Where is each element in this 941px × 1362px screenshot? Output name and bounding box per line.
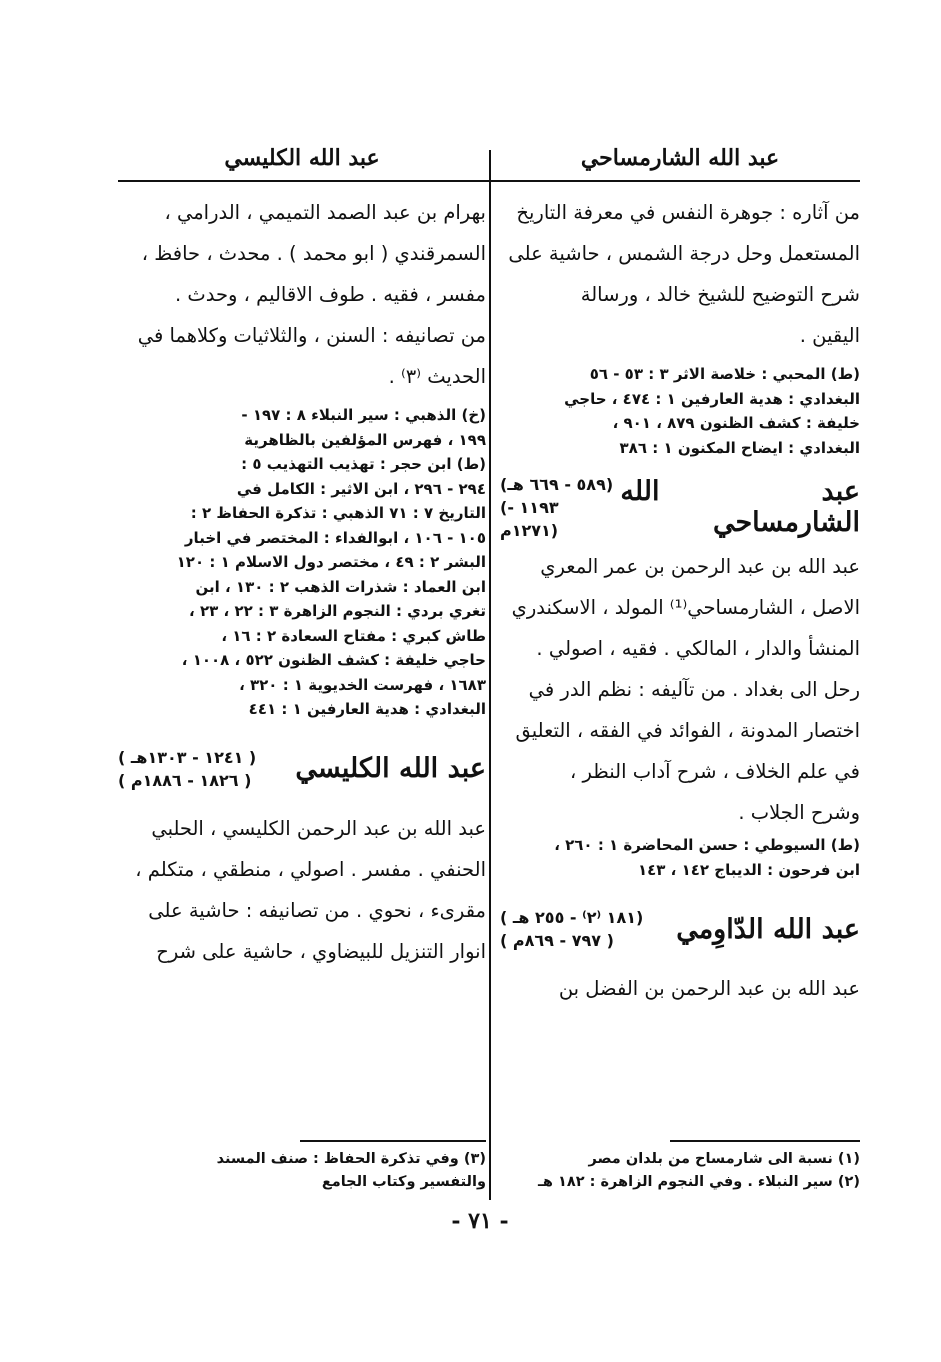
- entry-dates: [118, 746, 256, 792]
- dates-hijri: (٥٨٩ - ٦٦٩ هـ): [500, 474, 614, 494]
- dates-hijri: ( ١٨١ ⁽٢⁾ - ٢٥٥ هـ): [500, 908, 644, 927]
- reference-line: (خ) الذهبي : سير النبلاء ٨ : ١٩٧ -: [241, 406, 486, 424]
- body-line: اليقين .: [799, 324, 860, 347]
- dates-gregorian: ( ١٨٢٦ - ١٨٨٦م ): [118, 770, 252, 790]
- dates-hijri: ( ١٢٤١ - ١٣٠٣هـ ): [118, 747, 257, 767]
- dates-gregorian: ( ٧٩٧ - ٨٦٩م ): [500, 931, 614, 950]
- reference-line: ٢٩٤ - ٢٩٦ ، ابن الاثير : الكامل في: [236, 479, 486, 498]
- footnote: (١) نسبة الى شارمساح من بلدان مصر: [588, 1151, 860, 1167]
- dates-gregorian: (١١٩٣ - ١٢٧١م): [500, 497, 559, 540]
- reference-line: ١٦٨٣ ، فهرست الخديوية ١ : ٣٢٠ ،: [239, 675, 486, 694]
- reference-line: ابن العماد : شذرات الذهب ٢ : ١٣٠ ، ابن: [195, 577, 486, 596]
- column-divider: [489, 150, 491, 1200]
- reference-line: تغري بردي : النجوم الزاهرة ٣ : ٢٢ ، ٢٣ ،: [189, 602, 486, 620]
- right-column: [500, 138, 860, 1009]
- reference-line: البغدادي : ايضاح المكنون ١ : ٣٨٦: [619, 438, 860, 457]
- body-line: وشرح الجلاب .: [738, 801, 860, 824]
- reference-line: التاريخ ٧ : ٧١ الذهبي : تذكرة الحفاظ ٢ :: [190, 504, 486, 522]
- entry-name: عبد الله الشارمساحي: [620, 476, 860, 538]
- body-line: الاصل ، الشارمساحي⁽¹⁾ المولد ، الاسكندري: [511, 596, 860, 619]
- body-line: الحديث ⁽٣⁾ .: [388, 365, 486, 388]
- reference-line: البغدادي : هدية العارفين ١ : ٤٧٤ ، حاجي: [564, 389, 860, 408]
- body-line: السمرقندي ( ابو محمد ) . محدث ، حافظ ،: [141, 242, 486, 265]
- body-line: مقرىء ، نحوي . من تصانيفه : حاشية على: [148, 898, 486, 922]
- reference-line: ١٩٩ ، فهرس المؤلفين بالظاهرية: [244, 430, 486, 449]
- right-footnotes: [500, 1148, 860, 1194]
- reference-line: ابن فرحون : الديباج ١٤٢ ، ١٤٣: [637, 860, 860, 879]
- body-line: عبد الله بن عبد الرحمن بن الفضل بن: [558, 977, 860, 1000]
- body-line: اختصار المدونة ، الفوائد في الفقه ، التعليق: [515, 719, 860, 742]
- reference-line: خليفة : كشف الظنون ٨٧٩ ، ٩٠١ ،: [612, 414, 860, 432]
- entry-name: عبد الله الكليسي: [295, 753, 486, 784]
- body-line: عبد الله بن عبد الرحمن بن عمر المعري: [540, 555, 860, 578]
- entry-heading: [500, 472, 860, 542]
- body-line: رحل الى بغداد . من تآليفه : نظم الدر في: [528, 678, 860, 701]
- footnote-rule-right: [670, 1140, 860, 1142]
- reference-line: (ط) المحبي : خلاصة الاثر ٣ : ٥٣ - ٥٦: [589, 365, 860, 383]
- reference-line: طاش كبري : مفتاح السعادة ٢ : ١٦ ،: [221, 626, 486, 645]
- entry-heading: [500, 894, 860, 964]
- reference-line: حاجي خليفة : كشف الظنون ٥٢٢ ، ١٠٠٨ ،: [181, 651, 486, 669]
- body-line: في علم الخلاف ، شرح آداب النظر ،: [570, 760, 860, 783]
- footnote-rule-left: [300, 1140, 486, 1142]
- page-number: - ٧١ -: [451, 1208, 509, 1234]
- body-line: مفسر ، فقيه . طوف الاقاليم ، وحدث .: [174, 283, 486, 306]
- footnote: والتفسير وكتاب الجامع: [321, 1174, 486, 1190]
- body-line: المستعمل وحل درجة الشمس ، حاشية على: [508, 242, 860, 265]
- reference-line: (ط) ابن حجر : تهذيب التهذيب ٥ :: [241, 455, 486, 473]
- body-line: من آثاره : جوهرة النفس في معرفة التاريخ: [516, 201, 860, 224]
- left-running-title: عبد الله الكليسي: [224, 145, 380, 171]
- footnote: (٣) وفي تذكرة الحفاظ : صنف المسند: [216, 1151, 486, 1167]
- reference-line: (ط) السيوطي : حسن المحاضرة ١ : ٢٦٠ ،: [554, 836, 860, 854]
- entry-dates: [500, 473, 620, 542]
- left-column: [118, 138, 486, 972]
- entry-name: عبد الله الدّاوِمي: [676, 913, 860, 945]
- reference-line: البشر ٢ : ٤٩ ، مختصر دول الاسلام ١ : ١٢٠: [176, 553, 486, 571]
- body-line: من تصانيفه : السنن ، والثلاثيات وكلاهما في: [137, 324, 486, 347]
- body-line: المنشأ والدار ، المالكي . فقيه ، اصولي .: [536, 637, 860, 660]
- body-line: عبد الله بن عبد الرحمن الكليسي ، الحلبي: [151, 816, 486, 840]
- entry-heading: [118, 734, 486, 804]
- reference-line: ١٠٥ - ١٠٦ ، ابوالفداء : المختصر في اخبار: [184, 528, 486, 547]
- entry-dates: [500, 906, 643, 952]
- body-line: الحنفي . مفسر . اصولي ، منطقي ، متكلم ،: [135, 857, 486, 881]
- body-line: بهرام بن عبد الصمد التميمي ، الدرامي ،: [164, 201, 486, 224]
- left-footnotes: [118, 1148, 486, 1194]
- body-line: شرح التوضيح للشيخ خالد ، ورسالة: [580, 283, 860, 306]
- right-running-title: عبد الله الشارمساحي: [580, 145, 780, 171]
- reference-line: البغدادي : هدية العارفين ١ : ٤٤١: [248, 700, 486, 718]
- body-line: انوار التنزيل للبيضاوي ، حاشية على شرح: [156, 939, 486, 963]
- footnote: (٢) سير النبلاء . وفي النجوم الزاهرة : ١٨٢ هـ: [537, 1174, 860, 1190]
